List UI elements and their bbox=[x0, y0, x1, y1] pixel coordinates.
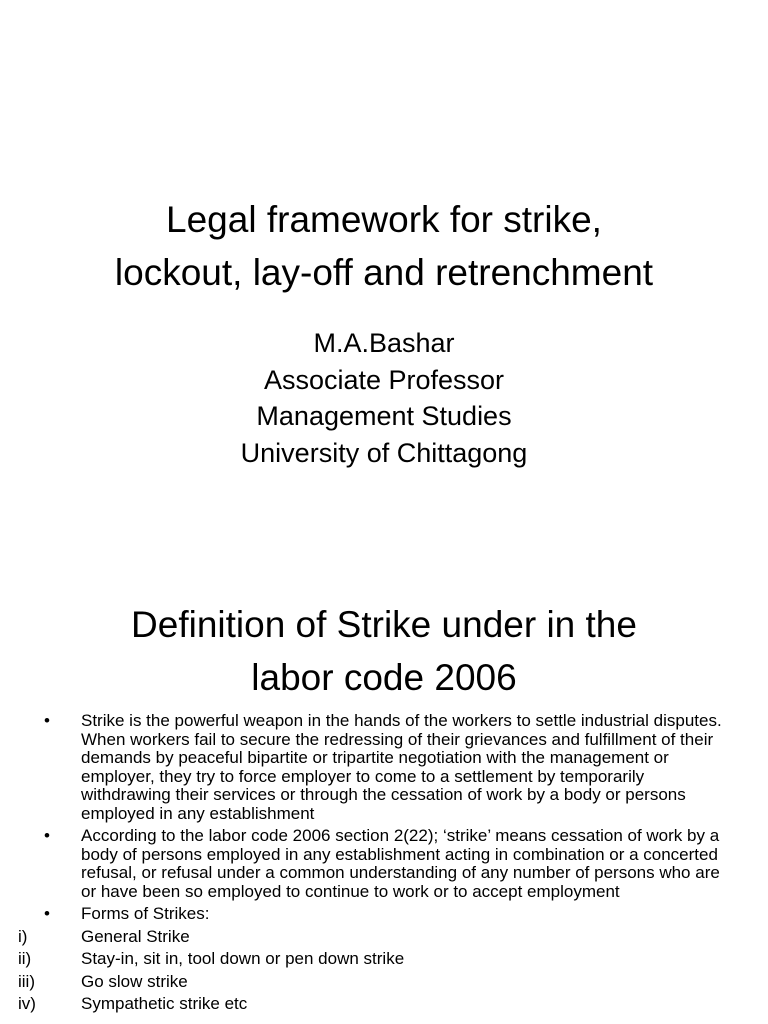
slide-2-title bbox=[0, 598, 768, 704]
bullet-marker: • bbox=[44, 904, 50, 923]
bullet-item bbox=[0, 905, 768, 924]
strike-form-item bbox=[0, 995, 768, 1014]
bullet-marker: • bbox=[44, 711, 50, 730]
strike-form-text: General Strike bbox=[81, 926, 190, 946]
strike-form-text: Sympathetic strike etc bbox=[81, 994, 248, 1013]
bullet-item bbox=[0, 712, 768, 823]
author-block bbox=[0, 325, 768, 471]
author-position: Associate Professor bbox=[263, 364, 505, 395]
slide-2-title-line: Definition of Strike under in the bbox=[131, 604, 637, 645]
bullet-list bbox=[0, 712, 768, 1018]
bullet-text: Forms of Strikes: bbox=[81, 904, 210, 923]
slide-2-title-line: labor code 2006 bbox=[251, 657, 517, 698]
slide-1-title-line: Legal framework for strike, bbox=[166, 199, 602, 240]
bullet-text: According to the labor code 2006 section 2(22); ‘strike’ means cessation of work by a body of persons employed in any establishment acting in combination or a concerted refusal, or refusal under a common understanding of any number of persons who are or have been so employed to continue to work or to accept employment bbox=[81, 826, 720, 901]
author-name: M.A.Bashar bbox=[313, 328, 455, 358]
strike-form-item bbox=[0, 928, 768, 947]
roman-marker: iii) bbox=[18, 971, 35, 991]
author-university: University of Chittagong bbox=[240, 437, 528, 468]
slide-1-title-line: lockout, lay-off and retrenchment bbox=[114, 252, 654, 293]
slide-2 bbox=[0, 512, 768, 1024]
strike-form-text: Go slow strike bbox=[81, 971, 188, 991]
bullet-item bbox=[0, 827, 768, 901]
strike-form-item bbox=[0, 950, 768, 969]
bullet-marker: • bbox=[44, 826, 50, 845]
roman-marker: iv) bbox=[18, 994, 36, 1013]
bullet-text: Strike is the powerful weapon in the hands of the workers to settle industrial disputes. When workers fail to secure the redressing of their grievances and fulfillment of their demands by peaceful bipartite or tripartite negotiation with the management or employer, they try to force employer to come to a settlement by temporarily withdrawing their services or through the cessation of work by a body or persons employed in any establishment bbox=[81, 711, 722, 823]
strike-form-item bbox=[0, 973, 768, 992]
slide-1-title bbox=[0, 193, 768, 299]
strike-form-text: Stay-in, sit in, tool down or pen down strike bbox=[81, 949, 405, 968]
roman-marker: i) bbox=[18, 926, 28, 946]
roman-marker: ii) bbox=[18, 949, 32, 968]
author-department: Management Studies bbox=[256, 401, 512, 431]
